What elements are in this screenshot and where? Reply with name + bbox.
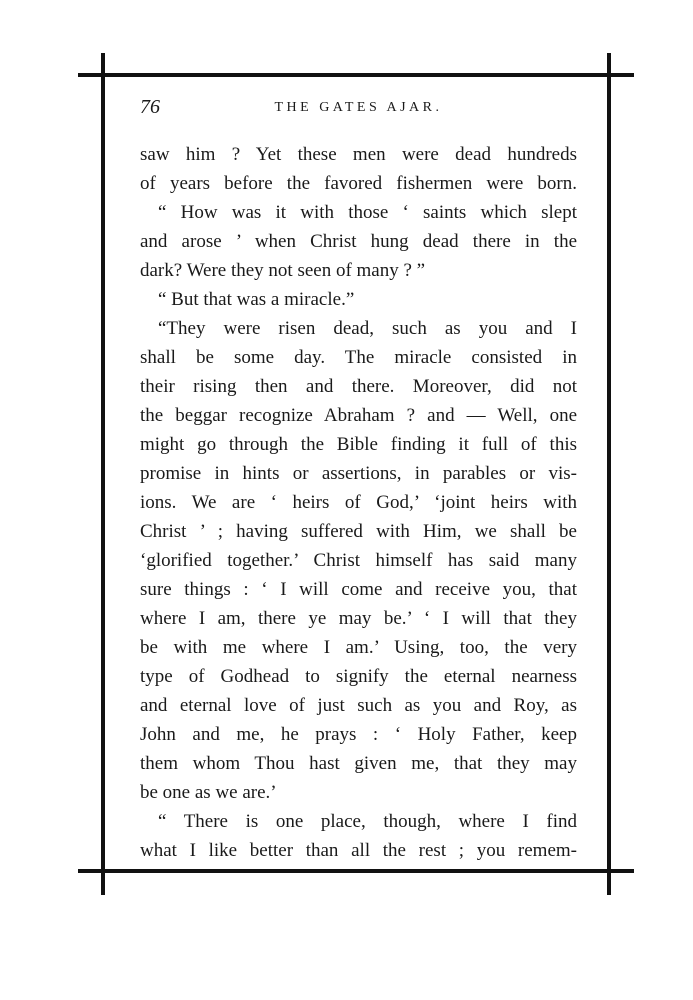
text-line: John and me, he prays : ‘ Holy Father, keep <box>140 724 577 745</box>
text-line: be with me where I am.’ Using, too, the very <box>140 637 577 658</box>
frame-top-rule <box>78 73 634 77</box>
text-line: shall be some day. The miracle consisted in <box>140 347 577 368</box>
text-line: saw him ? Yet these men were dead hundreds <box>140 144 577 165</box>
text-line: them whom Thou hast given me, that they may <box>140 753 577 774</box>
text-line: and arose ’ when Christ hung dead there in the <box>140 231 577 252</box>
text-line: might go through the Bible finding it full of this <box>140 434 577 455</box>
text-line: their rising then and there. Moreover, did not <box>140 376 577 397</box>
text-line: “ But that was a miracle.” <box>158 289 355 310</box>
text-line: type of Godhead to signify the eternal nearness <box>140 666 577 687</box>
text-line: dark? Were they not seen of many ? ” <box>140 260 426 281</box>
body-text <box>140 140 577 865</box>
page-header <box>140 96 577 122</box>
text-line: be one as we are.’ <box>140 782 277 803</box>
text-line: of years before the favored fishermen were born. <box>140 173 577 194</box>
text-line: where I am, there ye may be.’ ‘ I will that they <box>140 608 577 629</box>
text-line: what I like better than all the rest ; you remem- <box>140 840 577 861</box>
text-line: ‘glorified together.’ Christ himself has said many <box>140 550 577 571</box>
text-line: “They were risen dead, such as you and I <box>158 318 577 339</box>
page-number: 76 <box>140 96 160 118</box>
frame-right-rule <box>607 53 611 895</box>
text-line: ions. We are ‘ heirs of God,’ ‘joint heirs with <box>140 492 577 513</box>
text-line: Christ ’ ; having suffered with Him, we shall be <box>140 521 577 542</box>
text-line: the beggar recognize Abraham ? and — Well, one <box>140 405 577 426</box>
running-title: THE GATES AJAR. <box>274 100 443 115</box>
text-line: sure things : ‘ I will come and receive you, that <box>140 579 577 600</box>
text-line: “ How was it with those ‘ saints which slept <box>158 202 577 223</box>
text-line: and eternal love of just such as you and Roy, as <box>140 695 577 716</box>
text-line: “ There is one place, though, where I find <box>158 811 577 832</box>
text-line: promise in hints or assertions, in parables or vis- <box>140 463 577 484</box>
frame-bottom-rule <box>78 869 634 873</box>
frame-left-rule <box>101 53 105 895</box>
